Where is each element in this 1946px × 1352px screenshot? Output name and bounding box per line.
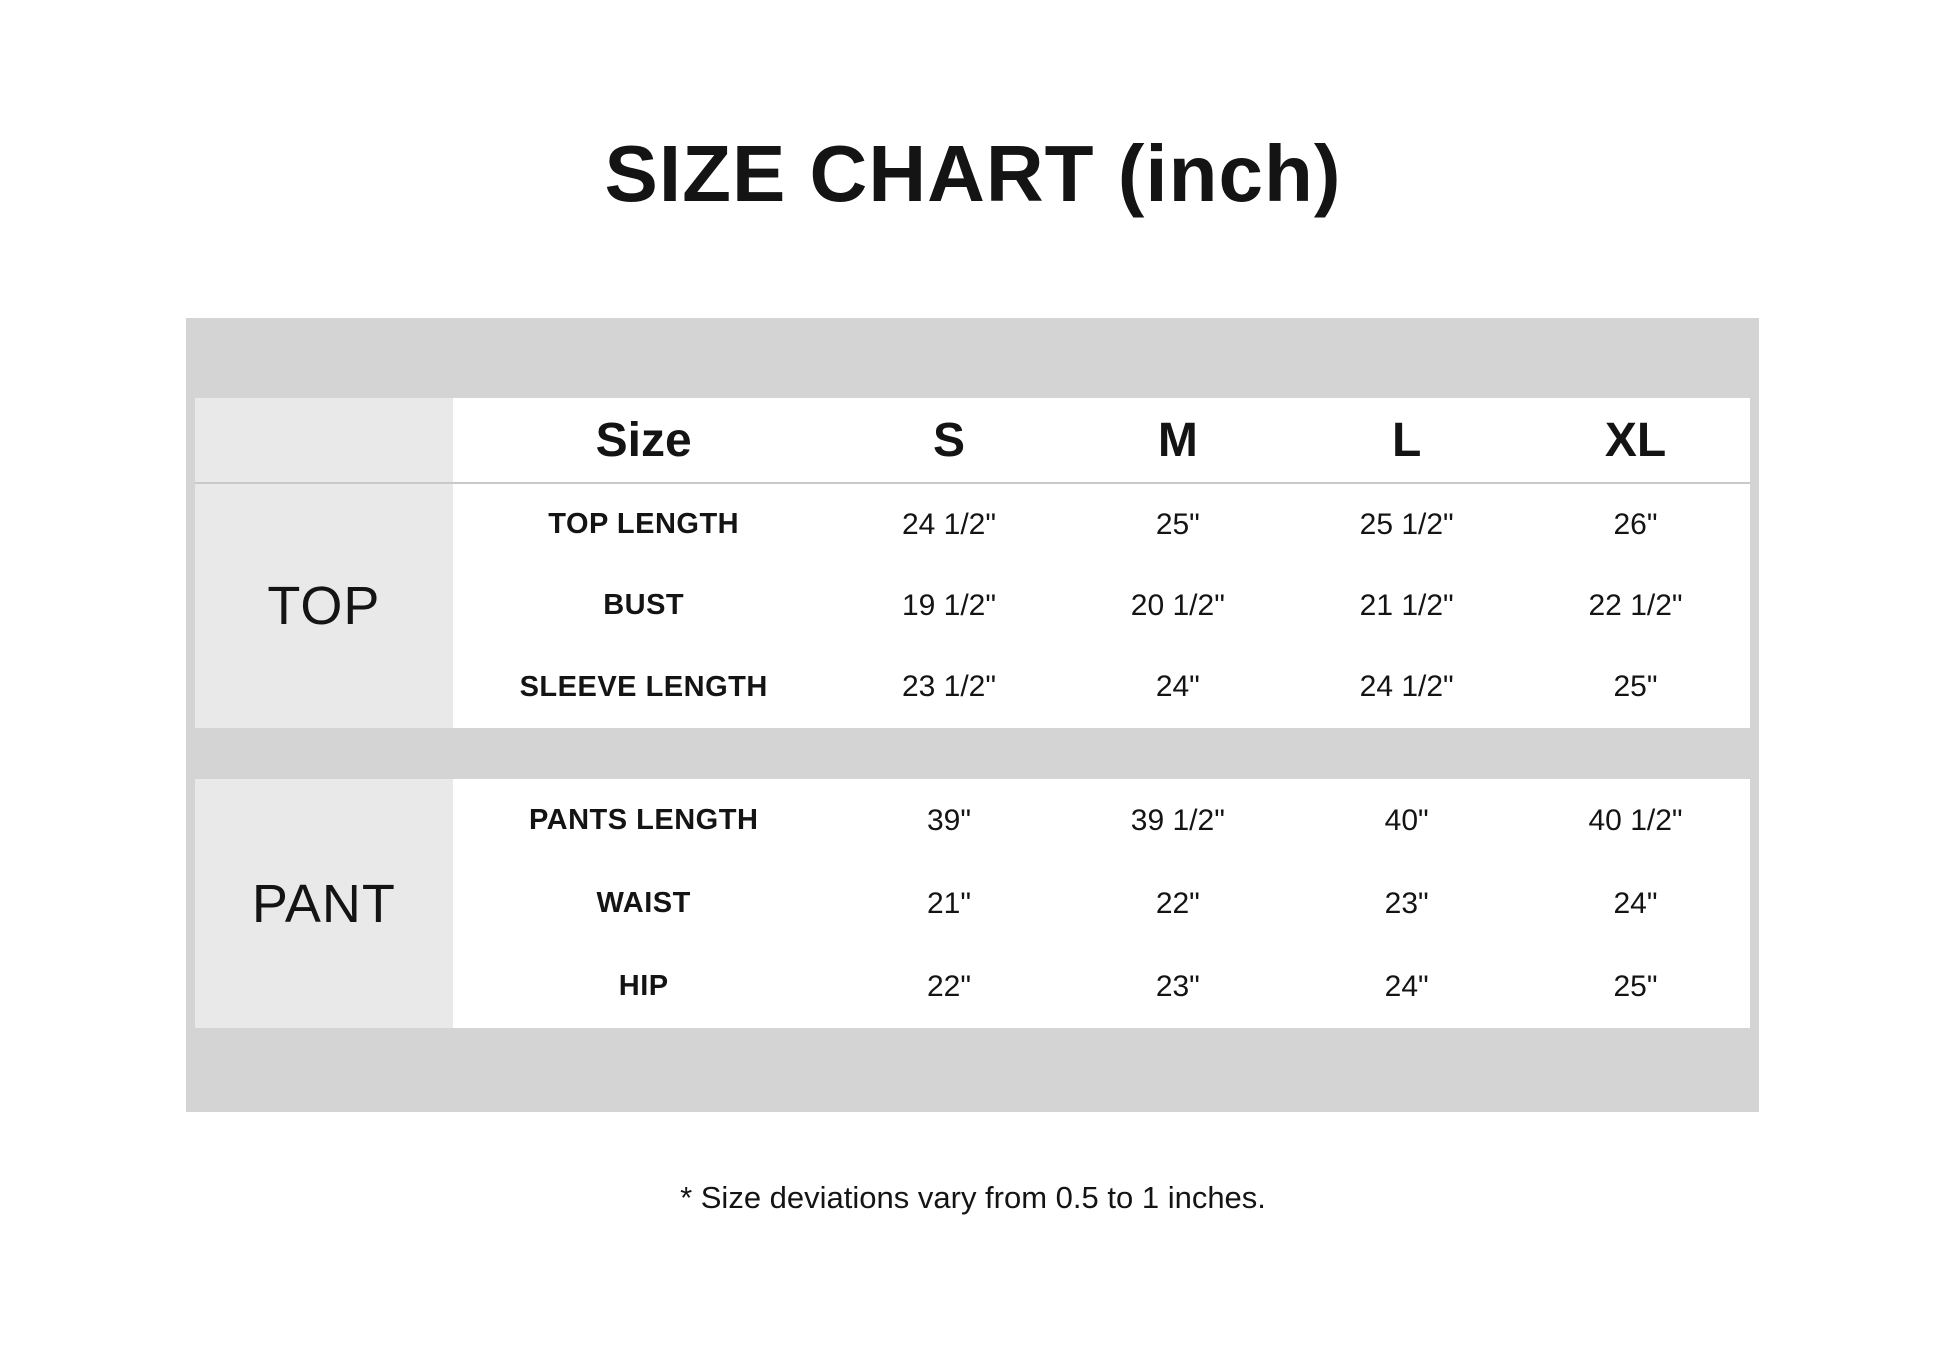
cell-value: 39" (926, 803, 971, 837)
header-empty-cell (195, 398, 453, 482)
cell-value: 25" (1613, 670, 1658, 704)
size-column-header: Size (595, 413, 692, 467)
cell-value: 25" (1155, 507, 1200, 541)
cell-value: 22" (1155, 886, 1200, 920)
cell-value: 25" (1613, 969, 1658, 1003)
chart-band (186, 318, 1759, 1112)
cell-value: 22 1/2" (1588, 588, 1683, 622)
cell-value: 22" (926, 969, 971, 1003)
cell-value: 24 1/2" (1359, 670, 1454, 704)
cell-value: 40 1/2" (1588, 803, 1683, 837)
column-header-s: S (932, 413, 965, 467)
row-label: SLEEVE LENGTH (519, 670, 768, 703)
cell-value: 21 1/2" (1359, 588, 1454, 622)
row-label: TOP LENGTH (548, 508, 740, 541)
row-label: PANTS LENGTH (528, 804, 759, 836)
group-label-pant: PANT (195, 779, 453, 1028)
cell-value: 23" (1155, 969, 1200, 1003)
column-header-xl: XL (1604, 413, 1667, 467)
row-label: HIP (618, 970, 669, 1002)
cell-value: 40" (1384, 803, 1429, 837)
column-header-l: L (1392, 413, 1422, 467)
group-label-top: TOP (195, 484, 453, 728)
cell-value: 24 1/2" (901, 507, 997, 541)
cell-value: 23" (1384, 886, 1429, 920)
cell-value: 25 1/2" (1359, 507, 1454, 541)
cell-value: 24" (1613, 886, 1658, 920)
pant-section-table (195, 779, 1750, 1028)
page-title: SIZE CHART (inch) (604, 129, 1342, 218)
row-label: WAIST (596, 887, 691, 919)
row-label: BUST (603, 589, 685, 622)
cell-value: 24" (1384, 969, 1429, 1003)
cell-value: 21" (926, 886, 971, 920)
column-header-m: M (1157, 413, 1198, 467)
cell-value: 24" (1155, 670, 1200, 704)
cell-value: 23 1/2" (901, 670, 997, 704)
cell-value: 20 1/2" (1130, 588, 1225, 622)
cell-value: 39 1/2" (1130, 803, 1225, 837)
cell-value: 19 1/2" (901, 588, 997, 622)
cell-value: 26" (1613, 507, 1658, 541)
top-section-table (195, 398, 1750, 728)
footnote: * Size deviations vary from 0.5 to 1 inches. (680, 1180, 1266, 1215)
